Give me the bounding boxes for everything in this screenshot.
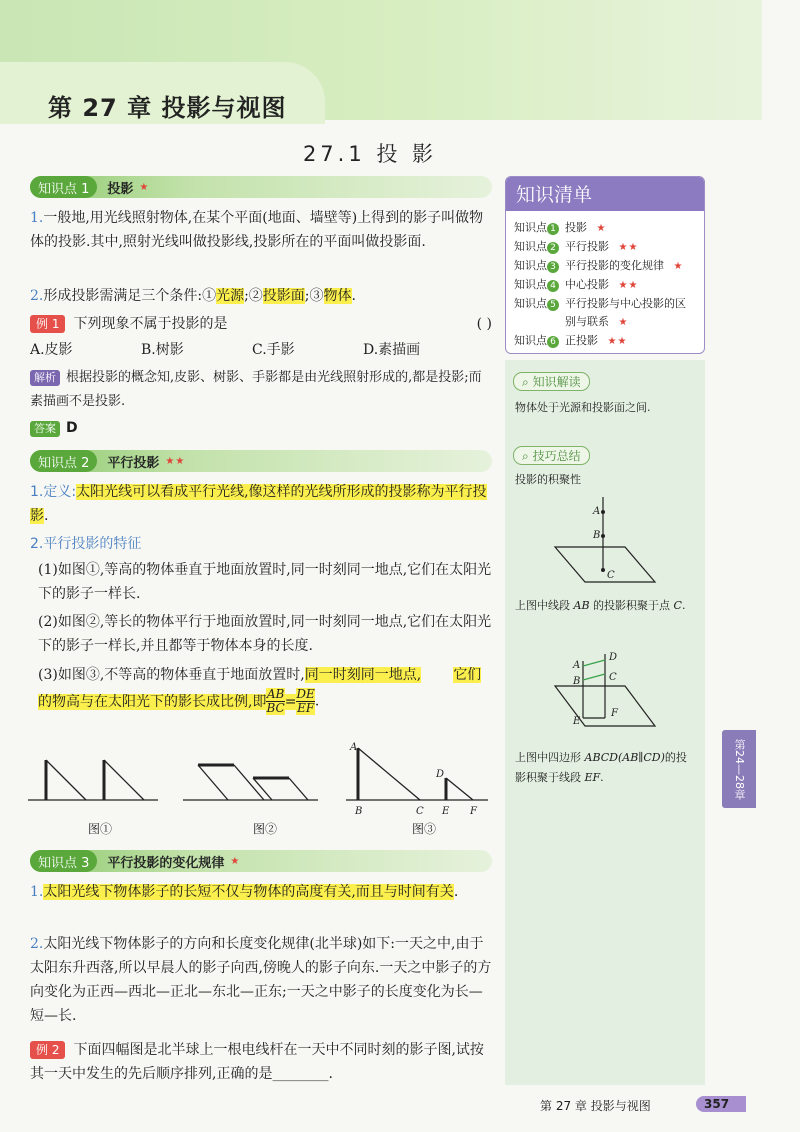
kp2-item3-pre: (3)如图③,不等高的物体垂直于地面放置时,	[38, 667, 305, 683]
kp1-p2-hl1: 光源	[216, 288, 245, 304]
kp2-frac-2	[296, 688, 314, 715]
kp1-p2-hl3: 物体	[323, 288, 352, 304]
kp1-option-b: B.树影	[141, 342, 184, 358]
kl-stars: ★	[596, 223, 607, 234]
kp2-item-1: (1)如图①,等高的物体垂直于地面放置时,同一时刻同一地点,它们在太阳光下的影子一样长.	[38, 562, 492, 602]
projection-figure-2	[545, 646, 665, 736]
cap1-mid: 的投影积聚于点	[589, 599, 674, 612]
kp1-analysis-tag: 解析	[30, 370, 60, 386]
chapter-range-tab: 第24—28章	[722, 730, 756, 808]
kl-stars: ★	[618, 317, 629, 328]
fig3-label-d: D	[436, 769, 445, 780]
kl-label: 中心投影	[565, 278, 609, 291]
knowledge-list-item	[514, 332, 696, 351]
kp1-option-c: C.手影	[252, 342, 295, 358]
kp3-example	[30, 1038, 492, 1086]
fig2-ray-2b	[289, 778, 308, 800]
tips-caption-1	[515, 596, 695, 616]
kp2-frac1-top: AB	[266, 687, 285, 701]
kp1-option-d: D.素描画	[363, 342, 421, 358]
tips-heading	[513, 446, 590, 465]
kp2-def-text: 太阳光线可以看成平行光线,像这样的光线所形成的投影称为平行投影	[30, 484, 487, 524]
knowledge-list-item	[514, 257, 696, 276]
kp2-item3-hl2: 它们的物高与在太阳光下的影长成比例,即	[38, 667, 482, 710]
kp1-p1-text: 一般地,用光线照射物体,在某个平面(地面、墙壁等)上得到的影子叫做物体的投影.其中,照射光线叫做投影线,投影所在的平面叫做投影面.	[30, 210, 484, 250]
kl-badge: 3	[547, 261, 559, 273]
kp2-def-end: .	[44, 508, 49, 524]
kp2-features-label	[30, 532, 492, 556]
kp2-item3-end: .	[314, 693, 320, 710]
kp2-frac2-bot: EF	[297, 701, 315, 715]
kl-stars: ★★	[618, 280, 639, 291]
kp3-p2-text: 太阳光线下物体影子的方向和长度变化规律(北半球)如下:一天之中,由于太阳东升西落,所以早晨人的影子向西,傍晚人的影子向东.一天之中影子的方向变化为正西—西北—正北—东北—正东;一天之中影子的长度变化为长—短—长.	[30, 936, 492, 1024]
kp3-example-text: 下面四幅图是北半球上一根电线杆在一天中不同时刻的影子图,试按其一天中发生的先后顺序排列,正确的是________.	[30, 1042, 484, 1082]
knowledge-list-title: 知识清单	[506, 177, 704, 211]
kp1-example-tag: 例 1	[30, 315, 65, 333]
kp3-paragraph-1	[30, 880, 492, 904]
kp1-paragraph-1	[30, 206, 492, 254]
section-title: 27.1 投 影	[302, 142, 438, 166]
kl-idx-label: 知识点	[514, 221, 547, 234]
kl-badge: 1	[547, 223, 559, 235]
kp2-tag: 知识点 2	[30, 450, 97, 472]
kp2-name: 平行投影	[107, 455, 160, 471]
tips-caption-2	[515, 748, 695, 788]
cap2-end: .	[600, 771, 604, 784]
fig1-ray-1	[46, 760, 86, 800]
kp1-analysis-text: 根据投影的概念知,皮影、树影、手影都是由光线照射形成的,都是投影;而素描画不是投影.	[30, 370, 482, 409]
kp1-p2-hl2: 投影面	[262, 288, 305, 304]
kp1-p2-end: .	[351, 288, 356, 304]
kp1-tag: 知识点 1	[30, 176, 97, 198]
fig-s2-label-f: F	[611, 708, 618, 719]
kp2-bar	[30, 450, 492, 472]
kl-idx-label: 知识点	[514, 334, 547, 347]
kp3-name: 平行投影的变化规律	[107, 855, 225, 871]
kp2-item3-hl1: 同一时刻同一地点,	[304, 667, 422, 683]
fig3-label-c: C	[416, 806, 424, 817]
kl-idx-label: 知识点	[514, 278, 547, 291]
kp3-p2-num: 2.	[30, 936, 44, 952]
kl-badge: 2	[547, 242, 559, 254]
kp2-frac2-top: DE	[296, 687, 315, 701]
kl-stars: ★★	[607, 336, 628, 347]
page-number: 357	[696, 1096, 746, 1112]
knowledge-list-item	[514, 295, 696, 332]
fig2-caption: 图②	[253, 822, 278, 836]
kp2-def-label: 1.定义:	[30, 484, 77, 500]
knowledge-explain-text: 物体处于光源和投影面之间.	[515, 401, 651, 414]
fig3-ray-ac	[358, 748, 420, 800]
cap2-seg: EF	[584, 771, 601, 784]
fig-s2-label-c: C	[609, 672, 617, 683]
kp1-p2-mid2: ;③	[304, 288, 324, 304]
fig3-label-a: A	[350, 742, 358, 753]
kp2-frac-1	[266, 688, 284, 715]
kl-stars: ★★	[618, 242, 639, 253]
kp1-example-question: 下列现象不属于投影的是	[73, 316, 228, 332]
kp1-p2-pre: 形成投影需满足三个条件:①	[43, 288, 217, 304]
kp1-analysis	[30, 366, 492, 414]
magnifier-icon: ⌕	[522, 375, 529, 389]
fig3-ray-df	[446, 778, 473, 800]
kp1-answer-tag: 答案	[30, 421, 60, 437]
kl-badge: 6	[547, 336, 559, 348]
kp1-stars: ★	[139, 181, 150, 193]
cap2-pre: 上图中四边形	[515, 751, 585, 764]
cap2-quad: ABCD(AB∥CD)	[584, 751, 665, 764]
kp2-figures	[28, 740, 498, 820]
fig-s1-label-a: A	[593, 506, 601, 517]
kp1-options	[30, 338, 492, 362]
knowledge-list	[506, 211, 704, 351]
cap1-seg: AB	[573, 599, 590, 612]
knowledge-explain-label: 知识解读	[532, 375, 581, 389]
fig3-caption: 图③	[412, 822, 437, 836]
fig-s1-label-c: C	[607, 570, 615, 581]
kl-label: 平行投影与中心投影的区别与联系	[565, 297, 686, 328]
kp1-bar	[30, 176, 492, 198]
kp1-answer	[30, 416, 492, 440]
fig-s2-label-b: B	[573, 676, 581, 687]
kl-idx-label: 知识点	[514, 259, 547, 272]
kp3-p1-num: 1.	[30, 884, 44, 900]
kp3-stars: ★	[230, 855, 241, 867]
kp2-item-2: (2)如图②,等长的物体平行于地面放置时,同一时刻同一地点,它们在太阳光下的影子一样长,并且都等于物体本身的长度.	[38, 614, 492, 654]
fig-s2-label-e: E	[573, 716, 581, 727]
kl-idx-label: 知识点	[514, 297, 547, 310]
kp1-example	[30, 312, 492, 336]
fig2-ray-1a	[198, 765, 228, 800]
kp2-eq: =	[284, 693, 297, 710]
fig1-ray-2	[104, 760, 144, 800]
point-a	[601, 510, 605, 514]
tips-subtitle: 投影的积聚性	[515, 473, 581, 486]
fig3-label-f: F	[470, 806, 477, 817]
knowledge-list-item	[514, 276, 696, 295]
knowledge-explain-heading	[513, 372, 590, 391]
kl-stars: ★	[673, 261, 684, 272]
kl-label: 投影	[565, 221, 587, 234]
cap1-pt: C	[673, 599, 682, 612]
knowledge-list-box	[505, 176, 705, 354]
fig3-label-b: B	[355, 806, 363, 817]
fig2-ray-2a	[253, 778, 272, 800]
point-c	[601, 568, 605, 572]
kl-idx-label: 知识点	[514, 240, 547, 253]
footer-chapter: 第 27 章 投影与视图	[540, 1099, 651, 1113]
cap1-end: .	[681, 599, 686, 612]
plane-1	[555, 547, 655, 582]
knowledge-list-item	[514, 238, 696, 257]
kp1-answer-value: D	[66, 420, 78, 436]
kp3-p1-text: 太阳光线下物体影子的长短不仅与物体的高度有关,而且与时间有关	[43, 884, 454, 900]
green-edge-top	[583, 660, 605, 666]
kp1-option-a: A.皮影	[30, 342, 73, 358]
magnifier-icon: ⌕	[522, 449, 529, 463]
kp1-answer-paren: ( )	[476, 316, 492, 332]
kp2-feat-label: 2.平行投影的特征	[30, 536, 142, 552]
kl-badge: 5	[547, 299, 559, 311]
kp3-paragraph-2	[30, 932, 492, 1028]
kl-label: 平行投影	[565, 240, 609, 253]
kp2-frac1-bot: BC	[266, 701, 285, 715]
point-b	[601, 534, 605, 538]
fig-s2-label-a: A	[573, 660, 581, 671]
tips-label: 技巧总结	[532, 449, 581, 463]
kp1-p1-num: 1.	[30, 210, 44, 226]
chapter-title: 第 27 章 投影与视图	[48, 94, 287, 122]
kl-badge: 4	[547, 280, 559, 292]
kp2-item-3	[30, 662, 492, 715]
kl-label: 平行投影的变化规律	[565, 259, 664, 272]
kp1-p2-mid1: ;②	[244, 288, 263, 304]
kp1-name: 投影	[107, 181, 134, 197]
fig2-ray-1b	[234, 765, 264, 800]
fig3-label-e: E	[442, 806, 450, 817]
kp2-definition	[30, 480, 492, 528]
green-edge-bottom	[583, 674, 605, 680]
fig-s1-label-b: B	[593, 530, 601, 541]
cap1-pre: 上图中线段	[515, 599, 574, 612]
knowledge-list-item	[514, 219, 696, 238]
kp1-p2-num: 2.	[30, 288, 44, 304]
kp2-stars: ★★	[165, 455, 186, 467]
kp3-tag: 知识点 3	[30, 850, 97, 872]
kp3-example-tag: 例 2	[30, 1041, 65, 1059]
fig-s2-label-d: D	[609, 652, 618, 663]
cap2-mid: 的投影积聚于线段	[515, 751, 687, 784]
fig1-caption: 图①	[88, 822, 113, 836]
kl-label: 正投影	[565, 334, 598, 347]
kp1-paragraph-2	[30, 284, 492, 308]
kp3-bar	[30, 850, 492, 872]
projection-figure-1	[545, 492, 665, 592]
kp3-p1-end: .	[453, 884, 459, 900]
